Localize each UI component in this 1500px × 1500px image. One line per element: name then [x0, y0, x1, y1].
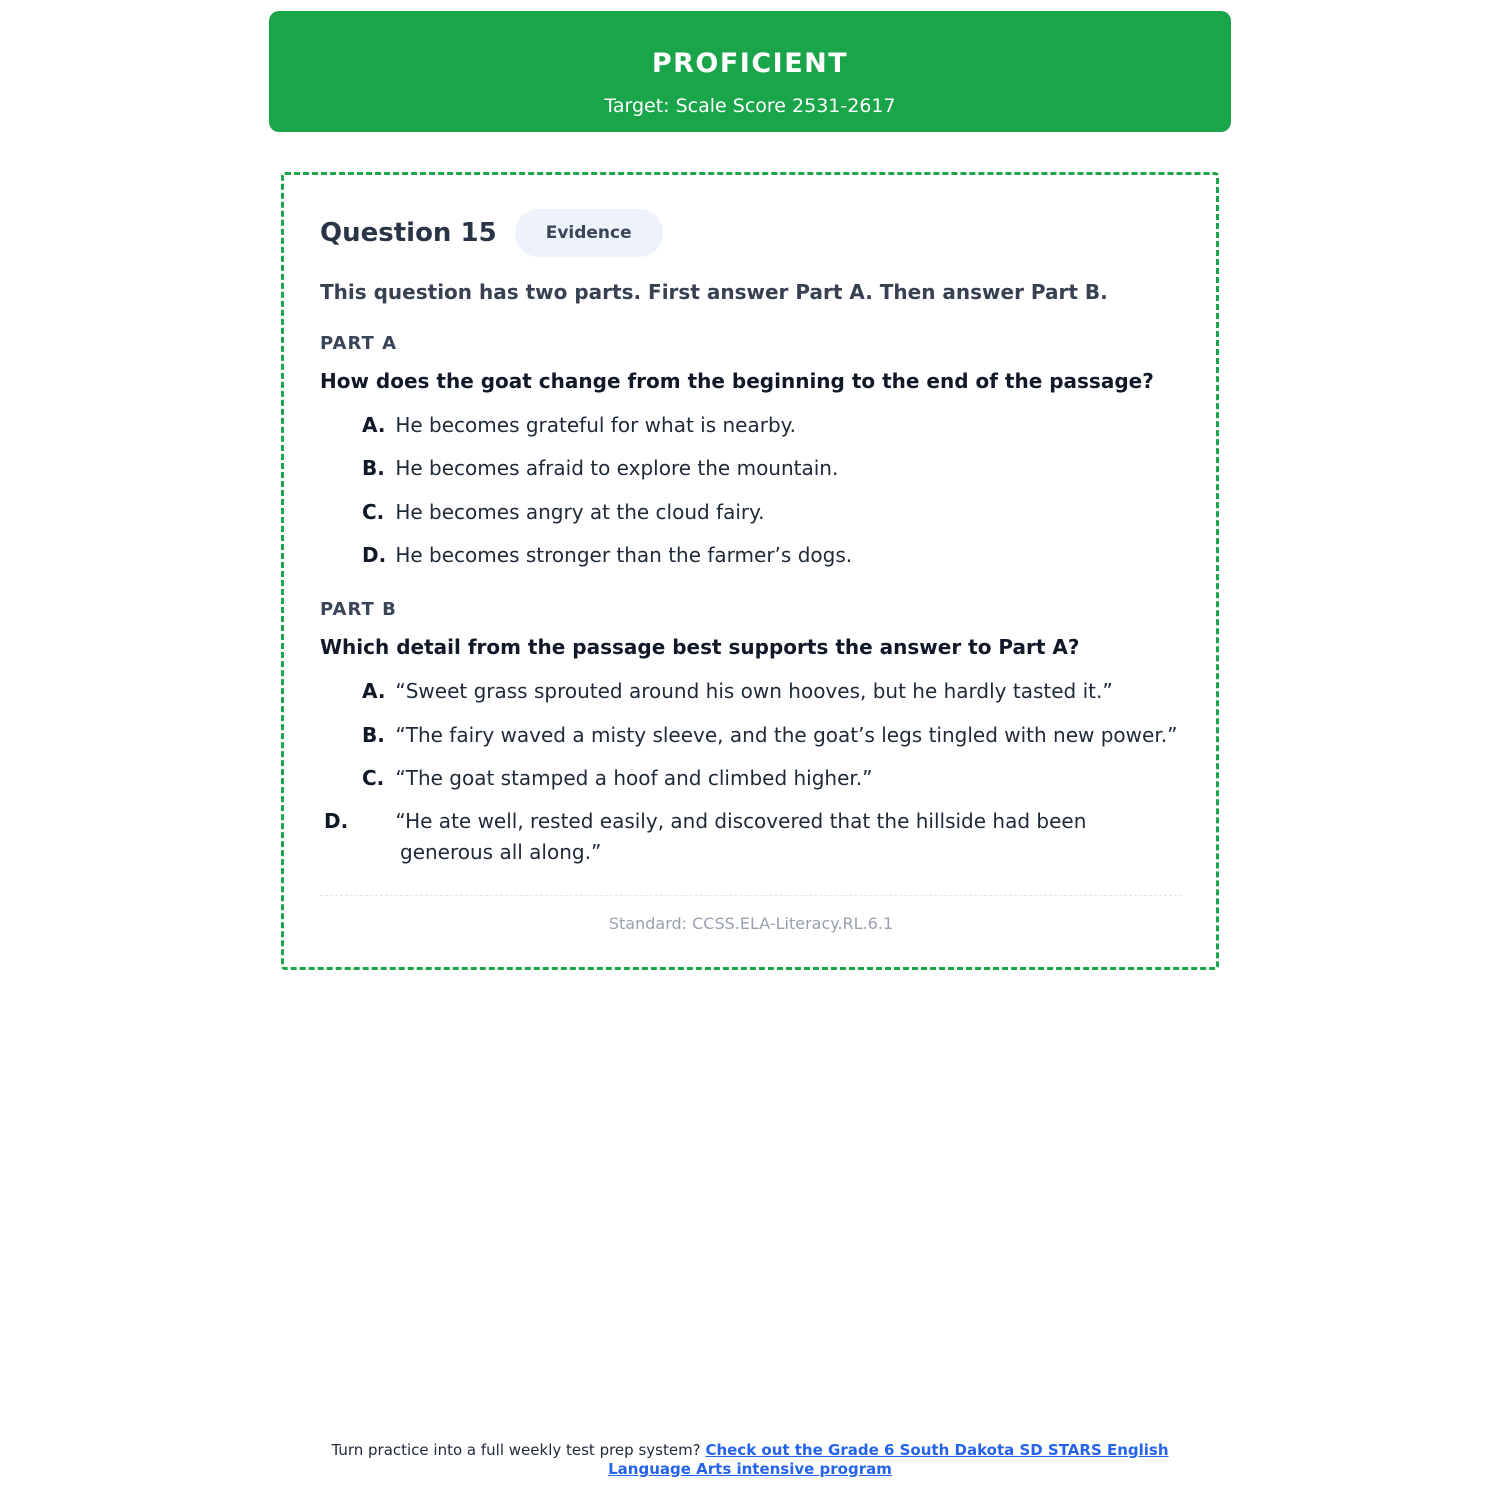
part-b-option-a[interactable] [362, 676, 1182, 707]
footer-text: Turn practice into a full weekly test prep system? [331, 1441, 701, 1459]
standard-label: Standard: CCSS.ELA-Literacy.RL.6.1 [608, 914, 894, 933]
option-letter: B. [362, 723, 385, 747]
option-text: He becomes stronger than the farmer’s dogs. [395, 543, 853, 567]
option-letter: C. [362, 500, 385, 524]
part-b-option-c[interactable] [362, 763, 1182, 794]
option-text: “The fairy waved a misty sleeve, and the goat’s legs tingled with new power.” [395, 723, 1178, 747]
part-b-option-d[interactable] [324, 806, 1102, 868]
question-header [320, 208, 663, 258]
question-tag-badge: Evidence [515, 209, 663, 257]
option-letter: B. [362, 456, 385, 480]
option-text: He becomes grateful for what is nearby. [395, 413, 796, 437]
part-a-option-b[interactable] [362, 453, 1182, 484]
part-a-label: PART A [320, 333, 397, 354]
option-text: He becomes afraid to explore the mountain. [395, 456, 839, 480]
part-b-prompt: Which detail from the passage best supports the answer to Part A? [320, 635, 1080, 659]
part-b-option-b[interactable] [362, 720, 1182, 751]
option-letter: C. [362, 766, 385, 790]
option-text: “He ate well, rested easily, and discovered that the hillside had been generous all along.” [395, 809, 1087, 864]
option-letter: D. [362, 543, 387, 567]
option-letter: A. [362, 413, 386, 437]
part-a-prompt: How does the goat change from the beginning to the end of the passage? [320, 369, 1154, 393]
footer-promo [290, 1441, 1210, 1479]
banner-subtitle: Target: Scale Score 2531-2617 [604, 95, 896, 117]
option-text: He becomes angry at the cloud fairy. [395, 500, 765, 524]
card-divider [320, 895, 1182, 896]
question-instructions: This question has two parts. First answer Part A. Then answer Part B. [320, 280, 1108, 304]
banner-title: PROFICIENT [651, 48, 849, 79]
option-text: “The goat stamped a hoof and climbed higher.” [395, 766, 873, 790]
question-card [281, 172, 1219, 970]
option-letter: A. [362, 679, 386, 703]
question-title: Question 15 [320, 218, 497, 248]
proficiency-banner [269, 11, 1231, 132]
part-a-option-c[interactable] [362, 497, 1182, 528]
part-a-option-d[interactable] [362, 540, 1182, 571]
option-letter: D. [324, 809, 349, 833]
part-a-option-a[interactable] [362, 410, 1182, 441]
program-link[interactable]: Check out the Grade 6 South Dakota SD STARS English Language Arts intensive program [608, 1441, 1169, 1478]
part-b-label: PART B [320, 599, 397, 620]
option-text: “Sweet grass sprouted around his own hooves, but he hardly tasted it.” [395, 679, 1113, 703]
